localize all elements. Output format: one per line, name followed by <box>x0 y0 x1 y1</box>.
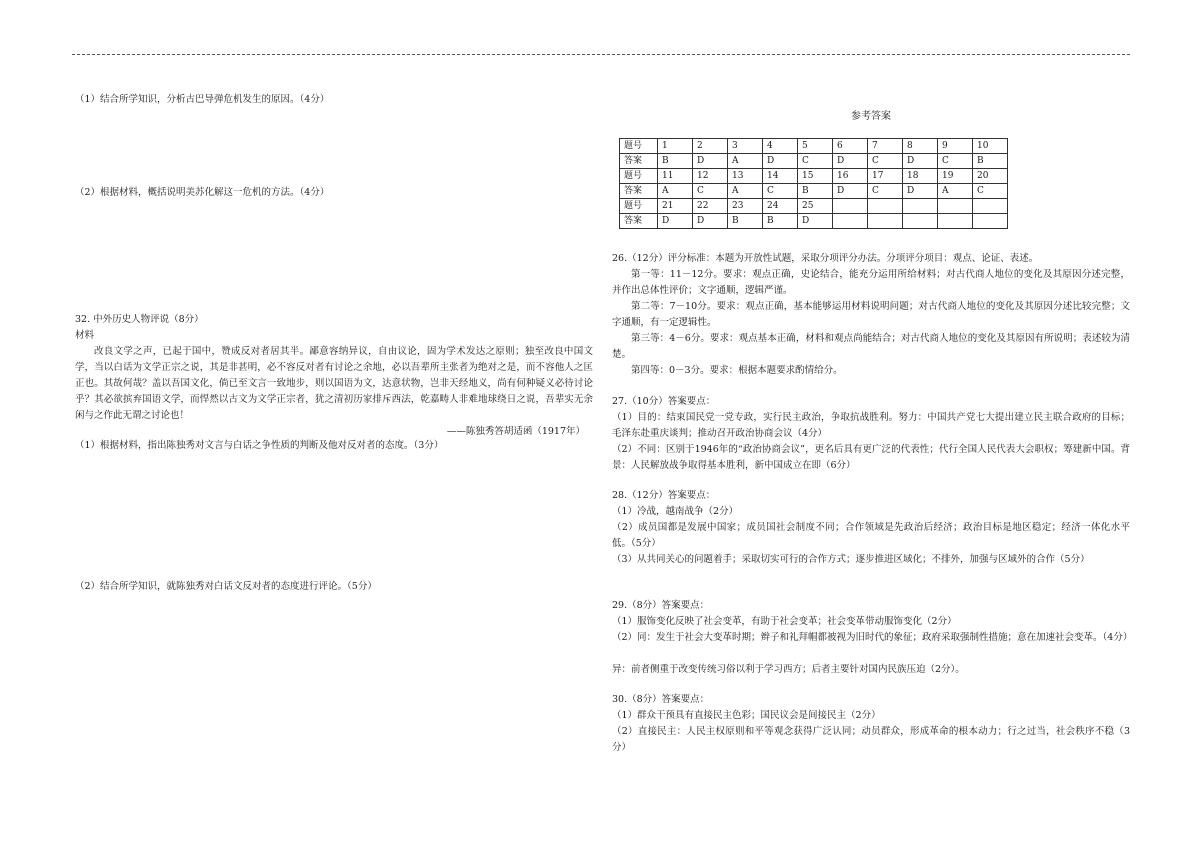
table-cell: 25 <box>798 199 833 214</box>
table-cell: D <box>658 214 693 229</box>
answer-26-level-3: 第三等：4－6分。要求：观点基本正确，材料和观点尚能结合；对古代商人地位的变化及其原因有所说明；表述较为清楚。 <box>612 333 1130 360</box>
table-cell: D <box>763 154 798 169</box>
table-cell <box>938 214 973 229</box>
table-cell: C <box>868 184 903 199</box>
table-cell: 19 <box>938 169 973 184</box>
question-32-title: 32. 中外历史人物评说（8分） <box>75 314 204 325</box>
table-cell: B <box>658 154 693 169</box>
table-cell: 1 <box>658 139 693 154</box>
table-cell: 15 <box>798 169 833 184</box>
question-32-part-1: （1）根据材料，指出陈独秀对文言与白话之争性质的判断及他对反对者的态度。（3分） <box>75 440 444 451</box>
material-attribution: ——陈独秀答胡适函（1917年） <box>446 426 585 437</box>
answer-30-part-1: （1）群众干预具有直接民主色彩；国民议会是间接民主（2分） <box>612 710 881 721</box>
answer-28-part-3: （3）从共同关心的问题着手；采取切实可行的合作方式；逐步推进区域化；不排外，加强与区域外的合作（5分） <box>612 554 1090 565</box>
table-cell <box>833 214 868 229</box>
table-cell: B <box>973 154 1008 169</box>
answer-26-intro: 26.（12分）评分标准：本题为开放性试题，采取分项评分办法。分项评分项目：观点、论证、表述。 <box>612 253 1039 264</box>
table-cell: 答案 <box>620 154 658 169</box>
table-cell <box>973 214 1008 229</box>
table-cell: D <box>833 184 868 199</box>
table-row <box>620 169 1008 184</box>
answer-27-part-1: （1）目的：结束国民党一党专政，实行民主政治，争取抗战胜利。努力：中国共产党七大提出建立民主联合政府的目标；毛泽东赴重庆谈判；推动召开政治协商会议（4分） <box>612 412 1130 439</box>
table-row <box>620 139 1008 154</box>
table-cell: A <box>728 154 763 169</box>
table-cell: D <box>798 214 833 229</box>
table-cell: A <box>728 184 763 199</box>
question-32-part-2: （2）结合所学知识，就陈独秀对白话文反对者的态度进行评论。（5分） <box>75 581 377 592</box>
table-cell: 8 <box>903 139 938 154</box>
table-cell: 14 <box>763 169 798 184</box>
table-cell: 22 <box>693 199 728 214</box>
answer-28-title: 28.（12分）答案要点： <box>612 490 716 501</box>
answer-29-title: 29.（8分）答案要点： <box>612 600 710 611</box>
table-row <box>620 199 1008 214</box>
table-cell: 10 <box>973 139 1008 154</box>
table-cell: D <box>903 154 938 169</box>
table-cell <box>973 199 1008 214</box>
table-cell: 11 <box>658 169 693 184</box>
table-cell: 9 <box>938 139 973 154</box>
table-cell: 21 <box>658 199 693 214</box>
answer-29-part-2: （2）同：发生于社会大变革时期；辫子和礼拜帽都被视为旧时代的象征；政府采取强制性措施；意在加速社会变革。（4分） <box>612 632 1133 643</box>
table-cell: 2 <box>693 139 728 154</box>
answer-key-title: 参考答案 <box>851 111 891 122</box>
answer-28-part-1: （1）冷战，越南战争（2分） <box>612 506 739 517</box>
table-cell: C <box>693 184 728 199</box>
table-cell: 3 <box>728 139 763 154</box>
answer-26-level-2: 第二等：7－10分。要求：观点正确，基本能够运用材料说明问题；对古代商人地位的变化及其原因分述比较完整；文字通顺，有一定逻辑性。 <box>612 301 1130 328</box>
table-cell: 答案 <box>620 214 658 229</box>
table-cell: A <box>938 184 973 199</box>
table-cell: 16 <box>833 169 868 184</box>
table-cell: C <box>973 184 1008 199</box>
table-cell: C <box>938 154 973 169</box>
table-cell <box>833 199 868 214</box>
table-cell: C <box>798 154 833 169</box>
table-cell: 4 <box>763 139 798 154</box>
table-cell: 5 <box>798 139 833 154</box>
table-cell <box>903 214 938 229</box>
answer-26-level-4: 第四等：0－3分。要求：根据本题要求酌情给分。 <box>631 365 843 376</box>
table-cell: 题号 <box>620 139 658 154</box>
table-cell: 13 <box>728 169 763 184</box>
table-cell: 题号 <box>620 199 658 214</box>
table-cell: 18 <box>903 169 938 184</box>
table-cell <box>903 199 938 214</box>
table-cell: C <box>763 184 798 199</box>
answer-28-part-2: （2）成员国都是发展中国家；成员国社会制度不同；合作领域是先政治后经济；政治目标是地区稳定；经济一体化水平低。（5分） <box>612 522 1130 549</box>
table-cell: 答案 <box>620 184 658 199</box>
table-cell: 23 <box>728 199 763 214</box>
table-cell: 20 <box>973 169 1008 184</box>
header-dashed-rule <box>72 54 1130 55</box>
table-cell: D <box>833 154 868 169</box>
answer-26-level-1: 第一等：11－12分。要求：观点正确，史论结合，能充分运用所给材料；对古代商人地位的变化及其原因分述完整，并作出总体性评价；文字通顺，逻辑严谨。 <box>612 269 1130 296</box>
table-cell: B <box>728 214 763 229</box>
table-cell <box>938 199 973 214</box>
table-cell <box>868 199 903 214</box>
table-cell: A <box>658 184 693 199</box>
table-cell: 24 <box>763 199 798 214</box>
answer-30-part-2: （2）直接民主：人民主权原则和平等观念获得广泛认同；动员群众，形成革命的根本动力；行之过当，社会秩序不稳（3分） <box>612 726 1130 753</box>
table-cell: 6 <box>833 139 868 154</box>
table-cell: D <box>693 154 728 169</box>
table-cell: 12 <box>693 169 728 184</box>
table-cell: B <box>763 214 798 229</box>
table-cell <box>868 214 903 229</box>
table-row <box>620 184 1008 199</box>
answer-29-part-3: 异：前者侧重于改变传统习俗以利于学习西方；后者主要针对国内民族压迫（2分）。 <box>612 664 965 675</box>
question-31-part-2: （2）根据材料，概括说明美苏化解这一危机的方法。（4分） <box>75 187 330 198</box>
table-cell: B <box>798 184 833 199</box>
answer-30-title: 30.（8分）答案要点： <box>612 694 710 705</box>
question-31-part-1: （1）结合所学知识，分析古巴导弹危机发生的原因。（4分） <box>75 94 330 105</box>
table-cell: 17 <box>868 169 903 184</box>
table-cell: 7 <box>868 139 903 154</box>
table-cell: D <box>693 214 728 229</box>
table-row <box>620 214 1008 229</box>
answer-29-part-1: （1）服饰变化反映了社会变革，有助于社会变革；社会变革带动服饰变化（2分） <box>612 616 957 627</box>
table-cell: D <box>903 184 938 199</box>
answer-27-part-2: （2）不同：区别于1946年的“政治协商会议”，更名后具有更广泛的代表性；代行全国人民代表大会职权；筹建新中国。背景：人民解放战争取得基本胜利，新中国成立在即（6分） <box>612 444 1130 471</box>
table-cell: C <box>868 154 903 169</box>
answer-27-title: 27.（10分）答案要点： <box>612 396 716 407</box>
table-cell: 题号 <box>620 169 658 184</box>
table-row <box>620 154 1008 169</box>
material-passage: 改良文学之声，已起于国中，赞成反对者居其半。鄙意容纳异议，自由议论，固为学术发达之原则；独至改良中国文学，当以白话为文学正宗之说，其是非甚明，必不容反对者有讨论之余地，必以吾辈所主张者为绝对之是，而不容他人之匡正也。其故何哉？盖以吾国文化，倘已至文言一致地步，则以国语为文，达意状物，岂非天经地义，尚有何种疑义必待讨论乎？其必欲摈弃国语文学，而悍然以古文为文学正宗者，犹之清初历家排斥西法，乾嘉畴人非难地球绕日之说，吾辈实无余闲与之作此无谓之讨论也！ <box>75 346 593 421</box>
material-label: 材料 <box>75 330 95 341</box>
answer-table <box>619 138 1008 229</box>
